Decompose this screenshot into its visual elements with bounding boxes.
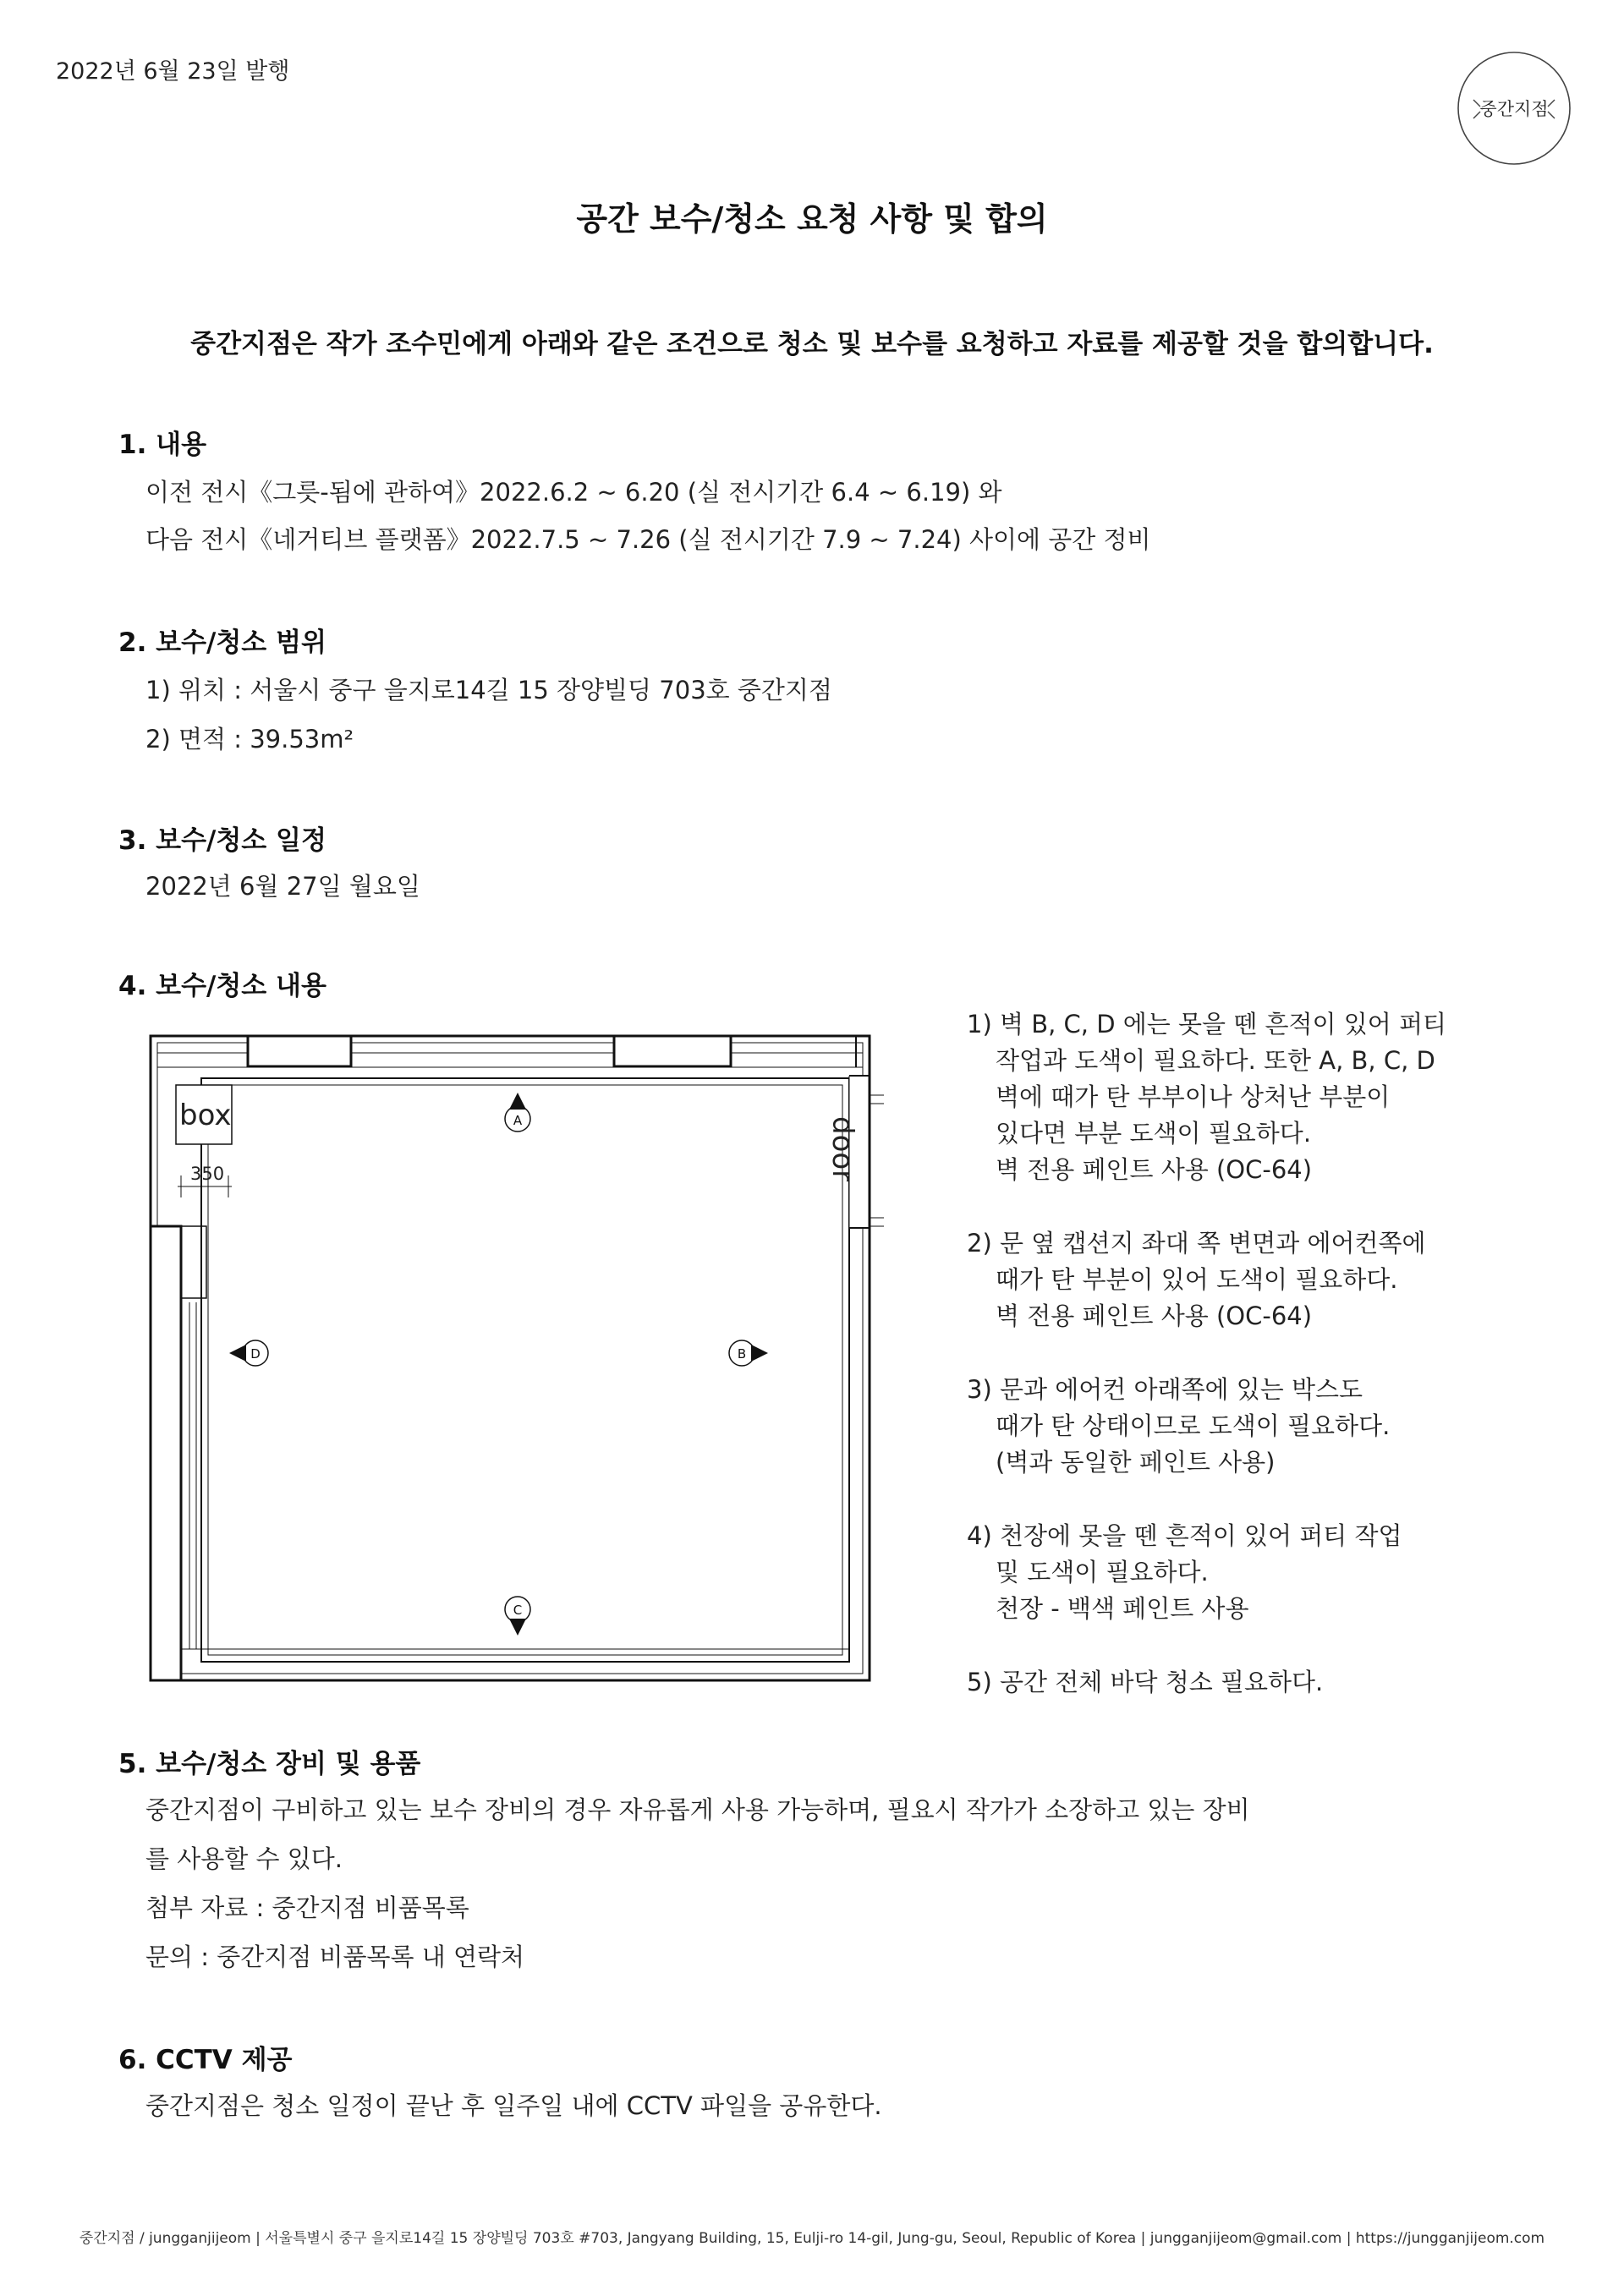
section-6-heading: 6. CCTV 제공 bbox=[118, 2045, 293, 2075]
section-3-line-1: 2022년 6월 27일 월요일 bbox=[145, 872, 420, 901]
section-5-line-2: 를 사용할 수 있다. bbox=[145, 1844, 343, 1873]
svg-text:C: C bbox=[513, 1603, 523, 1618]
svg-text:B: B bbox=[737, 1346, 747, 1362]
issue-date: 2022년 6월 23일 발행 bbox=[56, 58, 290, 85]
section-1-line-1: 이전 전시《그릇-됨에 관하여》2022.6.2 ~ 6.20 (실 전시기간 6.4 ~ 6.19) 와 bbox=[145, 478, 1002, 507]
wall-marker-b bbox=[729, 1340, 768, 1366]
note-4: 4) 천장에 못을 뗀 흔적이 있어 퍼티 작업 및 도색이 필요하다. 천장 - 백색 페인트 사용 bbox=[967, 1521, 1402, 1623]
section-2-line-1: 1) 위치 : 서울시 중구 을지로14길 15 장양빌딩 703호 중간지점 bbox=[145, 676, 832, 704]
dimension-label: 350 bbox=[190, 1164, 225, 1184]
section-1-line-2: 다음 전시《네거티브 플랫폼》2022.7.5 ~ 7.26 (실 전시기간 7.9 ~ 7.24) 사이에 공간 정비 bbox=[145, 525, 1151, 554]
section-2-heading: 2. 보수/청소 범위 bbox=[118, 627, 326, 658]
footer-contact: 중간지점 / jungganjijeom | 서울특별시 중구 을지로14길 15 장양빌딩 703호 #703, Jangyang Building, 15, Eulji-ro 14-gil, Jung-gu, Seoul, Republic of Korea | jungganjijeom@gmail.com | https://jungganjijeom.com bbox=[79, 2230, 1545, 2247]
wall-marker-d bbox=[229, 1340, 268, 1366]
agreement-intro: 중간지점은 작가 조수민에게 아래와 같은 조건으로 청소 및 보수를 요청하고 자료를 제공할 것을 합의합니다. bbox=[190, 329, 1434, 359]
note-3: 3) 문과 에어컨 아래쪽에 있는 박스도 때가 탄 상태이므로 도색이 필요하다. (벽과 동일한 페인트 사용) bbox=[967, 1375, 1391, 1477]
section-5-line-1: 중간지점이 구비하고 있는 보수 장비의 경우 자유롭게 사용 가능하며, 필요시 작가가 소장하고 있는 장비 bbox=[145, 1795, 1250, 1824]
wall-marker-c bbox=[505, 1597, 530, 1636]
section-5-line-3: 첨부 자료 : 중간지점 비품목록 bbox=[145, 1893, 469, 1922]
wall-marker-a bbox=[505, 1093, 530, 1132]
section-2-line-2: 2) 면적 : 39.53m² bbox=[145, 725, 354, 753]
repair-notes bbox=[967, 1006, 1610, 1738]
note-2: 2) 문 옆 캡션지 좌대 쪽 변면과 에어컨쪽에 때가 탄 부분이 있어 도색이 필요하다. 벽 전용 페인트 사용 (OC-64) bbox=[967, 1229, 1426, 1330]
note-5: 5) 공간 전체 바닥 청소 필요하다. bbox=[967, 1668, 1324, 1696]
section-5-heading: 5. 보수/청소 장비 및 용품 bbox=[118, 1749, 421, 1779]
box-label: box bbox=[179, 1099, 232, 1132]
section-3-heading: 3. 보수/청소 일정 bbox=[118, 825, 326, 856]
floor-plan bbox=[144, 1027, 888, 1704]
logo-text: 중간지점 bbox=[1479, 99, 1549, 119]
section-4-heading: 4. 보수/청소 내용 bbox=[118, 971, 326, 1001]
svg-text:D: D bbox=[250, 1346, 261, 1362]
note-1: 1) 벽 B, C, D 에는 못을 뗀 흔적이 있어 퍼티 작업과 도색이 필요하다. 또한 A, B, C, D 벽에 때가 탄 부부이나 상처난 부분이 있다면 부분 도색이 필요하다. 벽 전용 페인트 사용 (OC-64) bbox=[967, 1010, 1447, 1184]
door-label: door bbox=[826, 1116, 859, 1182]
section-1-heading: 1. 내용 bbox=[118, 430, 207, 460]
svg-text:A: A bbox=[513, 1113, 523, 1128]
document-title: 공간 보수/청소 요청 사항 및 합의 bbox=[576, 200, 1048, 238]
logo bbox=[1455, 49, 1573, 167]
section-6-line-1: 중간지점은 청소 일정이 끝난 후 일주일 내에 CCTV 파일을 공유한다. bbox=[145, 2091, 882, 2120]
section-5-line-4: 문의 : 중간지점 비품목록 내 연락처 bbox=[145, 1943, 525, 1971]
